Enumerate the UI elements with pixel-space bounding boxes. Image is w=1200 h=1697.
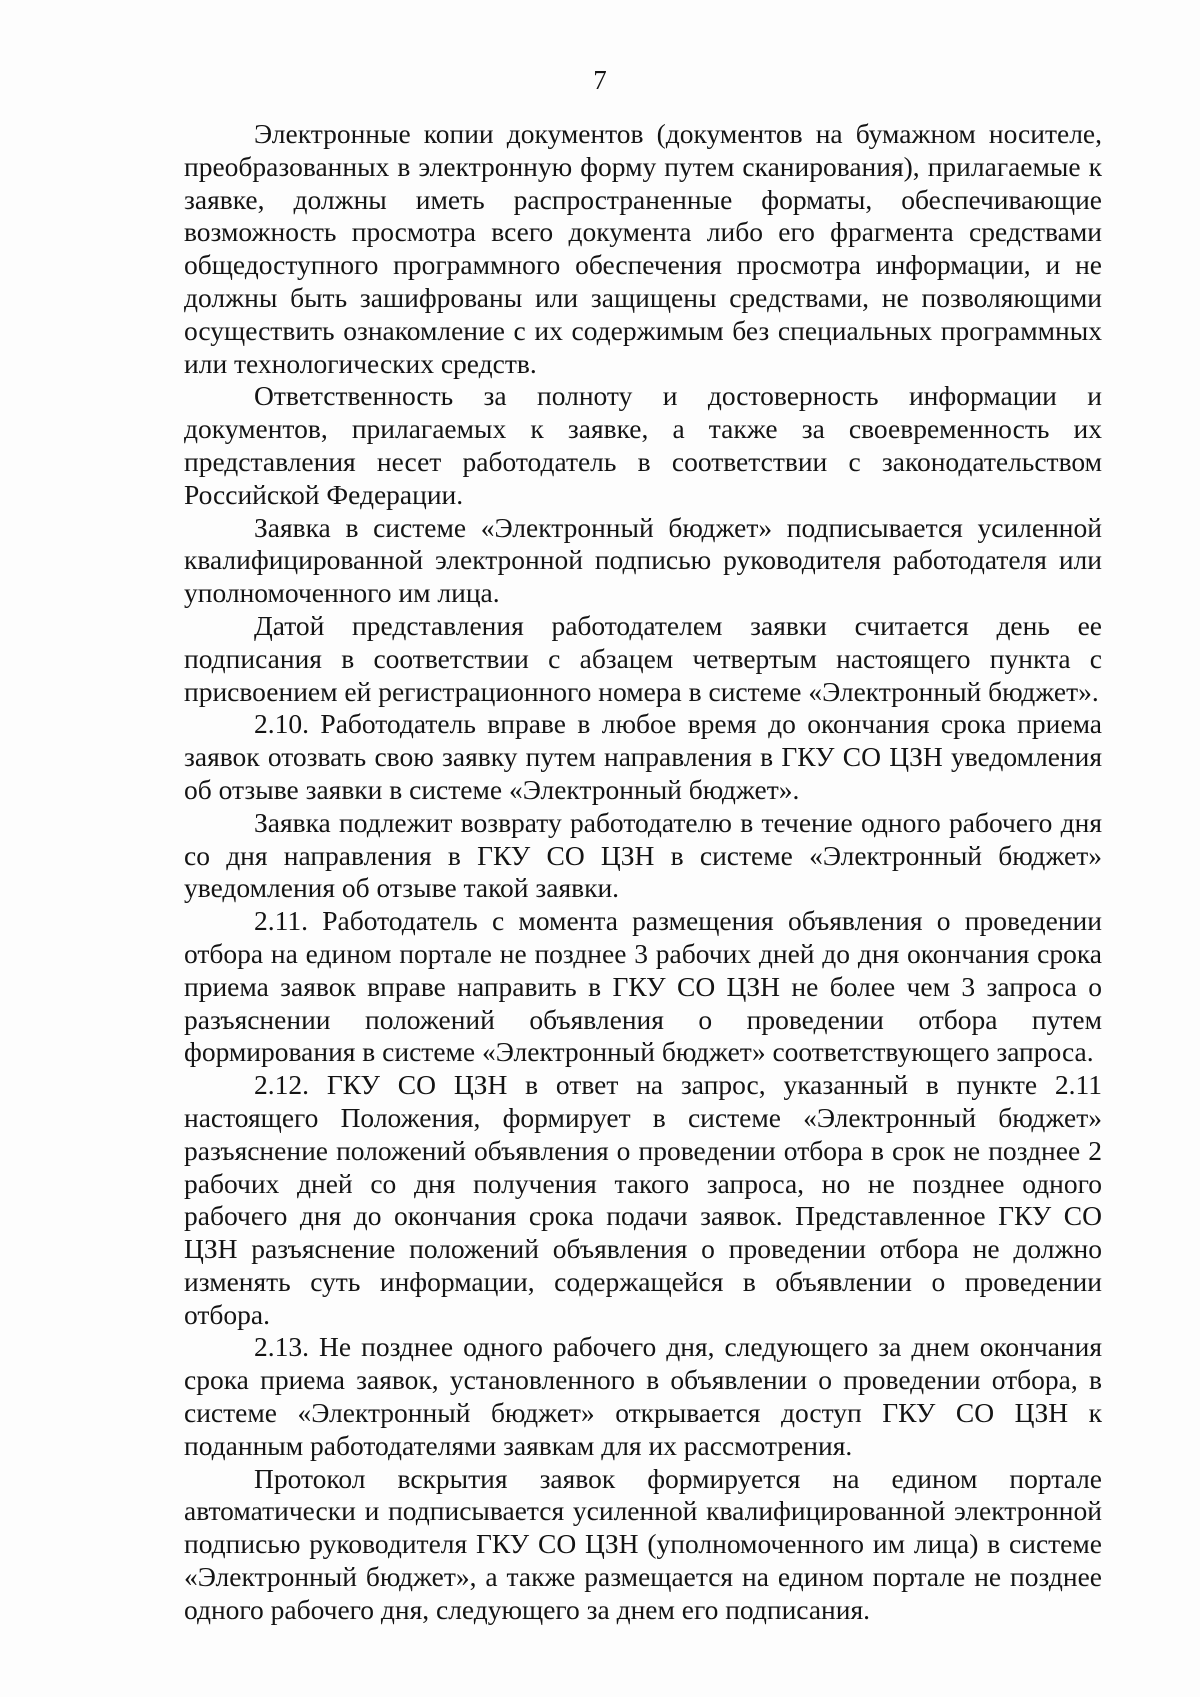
paragraph-2-13: 2.13. Не позднее одного рабочего дня, следующего за днем окончания срока приема заявок, установленного в объявлении о проведении отбора, в системе «Электронный бюджет» открывается доступ ГКУ СО ЦЗН к поданным работодателями заявкам для их рассмотрения. (184, 1331, 1102, 1461)
page-number: 7 (593, 65, 607, 95)
paragraph-return: Заявка подлежит возврату работодателю в течение одного рабочего дня со дня направления в ГКУ СО ЦЗН в системе «Электронный бюджет» уведомления об отзыве такой заявки. (184, 806, 1102, 904)
paragraph-submission-date: Датой представления работодателем заявки считается день ее подписания в соответствии с абзацем четвертым настоящего пункта с присвоением ей регистрационного номера в системе «Электронный бюджет». (184, 609, 1102, 707)
paragraph-2-10: 2.10. Работодатель вправе в любое время до окончания срока приема заявок отозвать свою заявку путем направления в ГКУ СО ЦЗН уведомления об отзыве заявки в системе «Электронный бюджет». (184, 708, 1102, 805)
paragraph-responsibility: Ответственность за полноту и достоверность информации и документов, прилагаемых к заявке, а также за своевременность их представления несет работодатель в соответствии с законодательством Российской Федерации. (184, 380, 1102, 510)
paragraph-2-12: 2.12. ГКУ СО ЦЗН в ответ на запрос, указанный в пункте 2.11 настоящего Положения, формирует в системе «Электронный бюджет» разъяснение положений объявления о проведении отбора в срок не позднее 2 рабочих дней со дня получения такого запроса, но не позднее одного рабочего дня до окончания срока подачи заявок. Представленное ГКУ СО ЦЗН разъяснение положений объявления о проведении отбора не должно изменять суть информации, содержащейся в объявлении о проведении отбора. (184, 1069, 1102, 1330)
document-body (184, 118, 1102, 1627)
paragraph-protocol: Протокол вскрытия заявок формируется на едином портале автоматически и подписывается усиленной квалифицированной электронной подписью руководителя ГКУ СО ЦЗН (уполномоченного им лица) в системе «Электронный бюджет», а также размещается на едином портале не позднее одного рабочего дня, следующего за днем его подписания. (184, 1462, 1102, 1625)
paragraph-electronic-copies: Электронные копии документов (документов на бумажном носителе, преобразованных в электронную форму путем сканирования), прилагаемые к заявке, должны иметь распространенные форматы, обеспечивающие возможность просмотра всего документа либо его фрагмента средствами общедоступного программного обеспечения просмотра информации, и не должны быть зашифрованы или защищены средствами, не позволяющими осуществить ознакомление с их содержимым без специальных программных или технологических средств. (184, 118, 1102, 379)
paragraph-signature: Заявка в системе «Электронный бюджет» подписывается усиленной квалифицированной электронной подписью руководителя работодателя или уполномоченного им лица. (184, 511, 1102, 609)
paragraph-2-11: 2.11. Работодатель с момента размещения объявления о проведении отбора на едином портале не позднее 3 рабочих дней до дня окончания срока приема заявок вправе направить в ГКУ СО ЦЗН не более чем 3 запроса о разъяснении положений объявления о проведении отбора путем формирования в системе «Электронный бюджет» соответствующего запроса. (184, 905, 1102, 1068)
